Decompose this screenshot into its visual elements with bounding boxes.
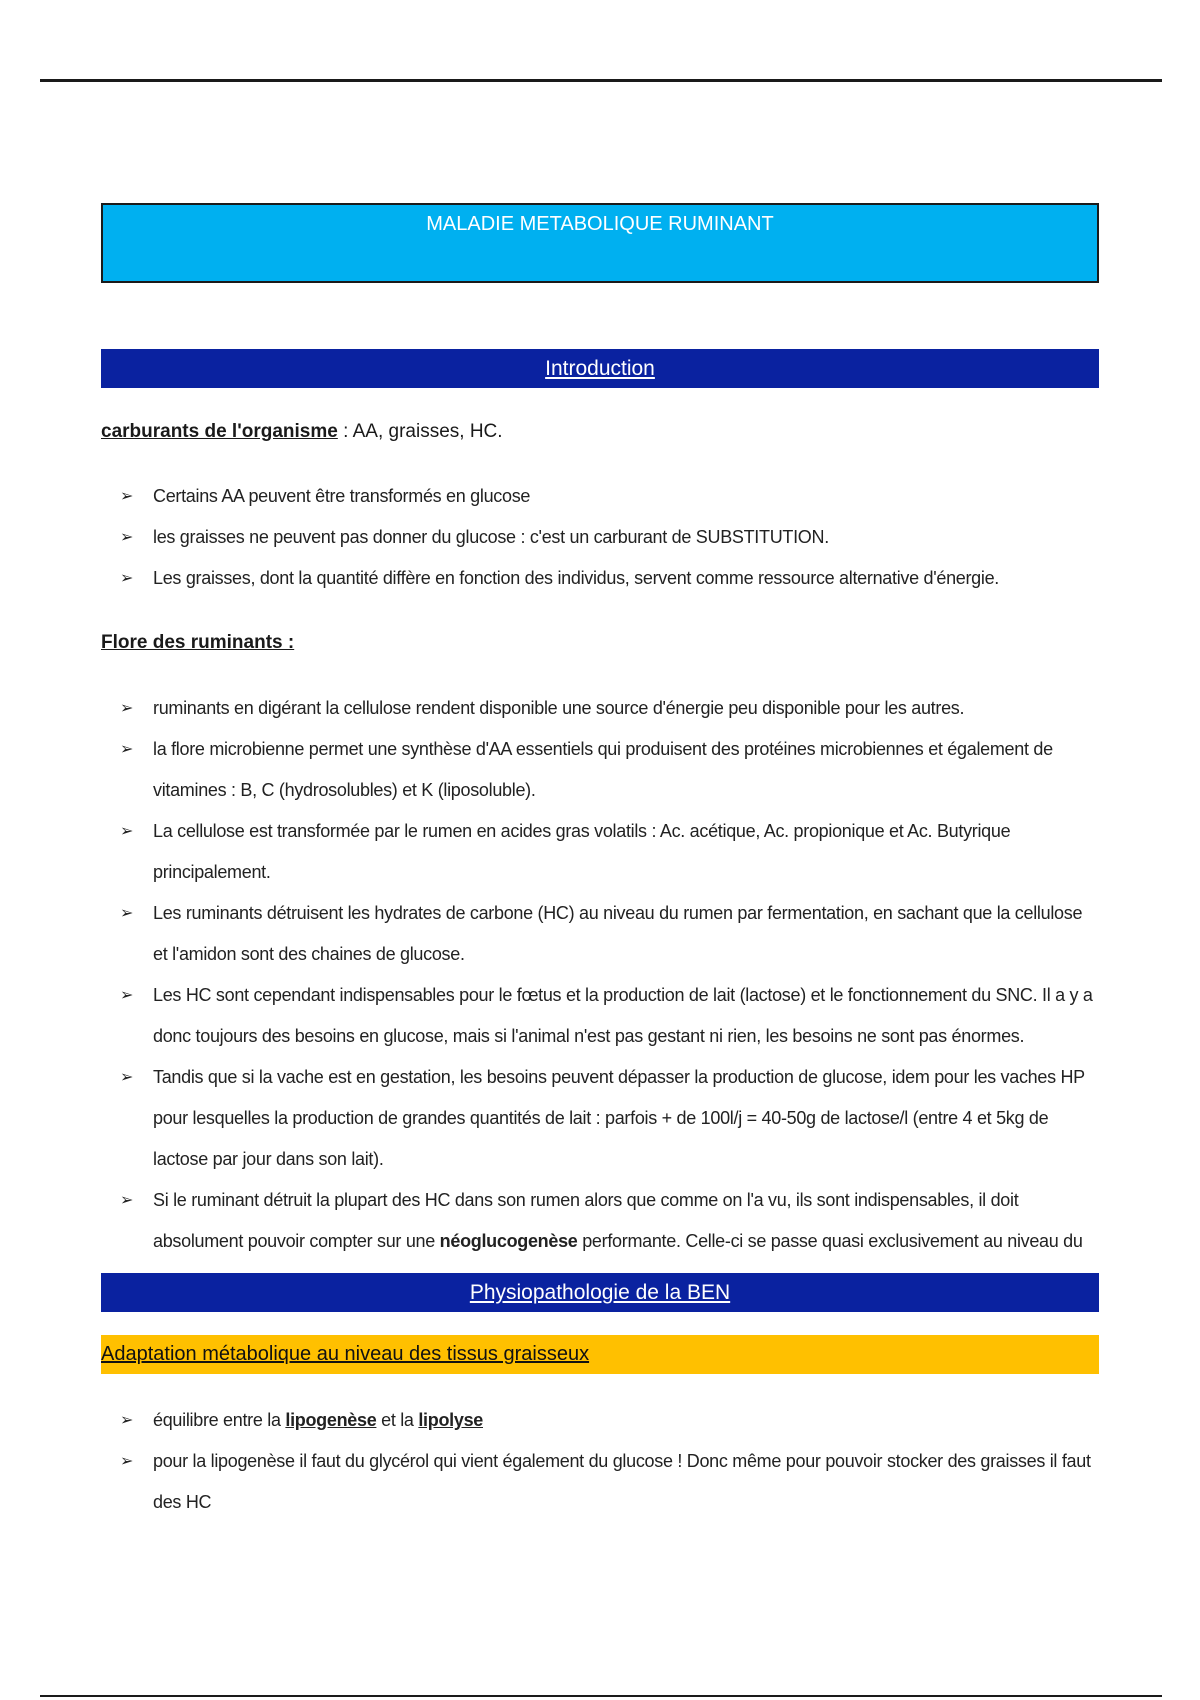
list-item: ➢ Les ruminants détruisent les hydrates de carbone (HC) au niveau du rumen par fermentation, en sachant que la cellulose et l'amidon sont des chaines de glucose. — [120, 893, 1100, 975]
document-title — [101, 203, 1099, 283]
section-header-physiopathologie — [101, 1273, 1099, 1312]
neoglucogenese-term: néoglucogenèse — [439, 1231, 578, 1251]
list-item: ➢ Les HC sont cependant indispensables pour le fœtus et la production de lait (lactose) et le fonctionnement du SNC. Il a y a donc toujours des besoins en glucose, mais si l'animal n'est pas gestant ni rien, les besoins ne sont pas énormes. — [120, 975, 1100, 1057]
list-item: ➢ les graisses ne peuvent pas donner du glucose : c'est un carburant de SUBSTITUTION. — [120, 517, 1100, 558]
subsection-title-adaptation: Adaptation métabolique au niveau des tissus graisseux — [101, 1343, 590, 1365]
top-rule — [40, 79, 1162, 82]
fuels-list — [120, 476, 1100, 599]
flora-label — [101, 632, 294, 654]
bottom-rule — [40, 1695, 1162, 1697]
fuels-label — [101, 421, 503, 443]
document-title-text: MALADIE METABOLIQUE RUMINANT — [426, 213, 774, 235]
adaptation-list — [120, 1400, 1100, 1523]
list-item: ➢ Les graisses, dont la quantité diffère en fonction des individus, servent comme ressource alternative d'énergie. — [120, 558, 1100, 599]
lipolyse-term: lipolyse — [418, 1410, 483, 1430]
section-title-physiopathologie: Physiopathologie de la BEN — [469, 1281, 731, 1304]
list-item: ➢ pour la lipogenèse il faut du glycérol qui vient également du glucose ! Donc même pour pouvoir stocker des graisses il faut des HC — [120, 1441, 1100, 1523]
last-bullet-before: Si le ruminant détruit la plupart des HC dans son rumen alors que comme on l'a vu, ils sont indispensables, il doit absolument pouvoir compter sur une — [153, 1190, 1019, 1251]
flora-term: Flore des ruminants : — [101, 632, 295, 653]
lipogenese-term: lipogenèse — [285, 1410, 377, 1430]
flora-list — [120, 688, 1100, 1303]
fuels-text: : AA, graisses, HC. — [337, 421, 503, 442]
subsection-header-adaptation — [101, 1335, 1099, 1374]
list-item — [120, 1400, 1100, 1441]
list-item: ➢ Tandis que si la vache est en gestation, les besoins peuvent dépasser la production de glucose, idem pour les vaches HP pour lesquelles la production de grandes quantités de lait : parfois + de 100l/j = 40-50g de lactose/l (entre 4 et 5kg de lactose par jour dans son lait). — [120, 1057, 1100, 1180]
fuels-term: carburants de l'organisme — [101, 421, 338, 442]
section-header-introduction — [101, 349, 1099, 388]
section-title-introduction: Introduction — [545, 357, 655, 380]
bullet-middle: et la — [376, 1410, 419, 1430]
list-item: ➢ Certains AA peuvent être transformés en glucose — [120, 476, 1100, 517]
list-item: ➢ la flore microbienne permet une synthèse d'AA essentiels qui produisent des protéines microbiennes et également de vitamines : B, C (hydrosolubles) et K (liposoluble). — [120, 729, 1100, 811]
list-item: ➢ ruminants en digérant la cellulose rendent disponible une source d'énergie peu disponible pour les autres. — [120, 688, 1100, 729]
list-item: ➢ La cellulose est transformée par le rumen en acides gras volatils : Ac. acétique, Ac. propionique et Ac. Butyrique principalement. — [120, 811, 1100, 893]
last-bullet-after: performante. Celle-ci se passe quasi exclusivement au niveau du — [582, 1231, 1083, 1251]
bullet-before: équilibre entre la — [153, 1410, 286, 1430]
